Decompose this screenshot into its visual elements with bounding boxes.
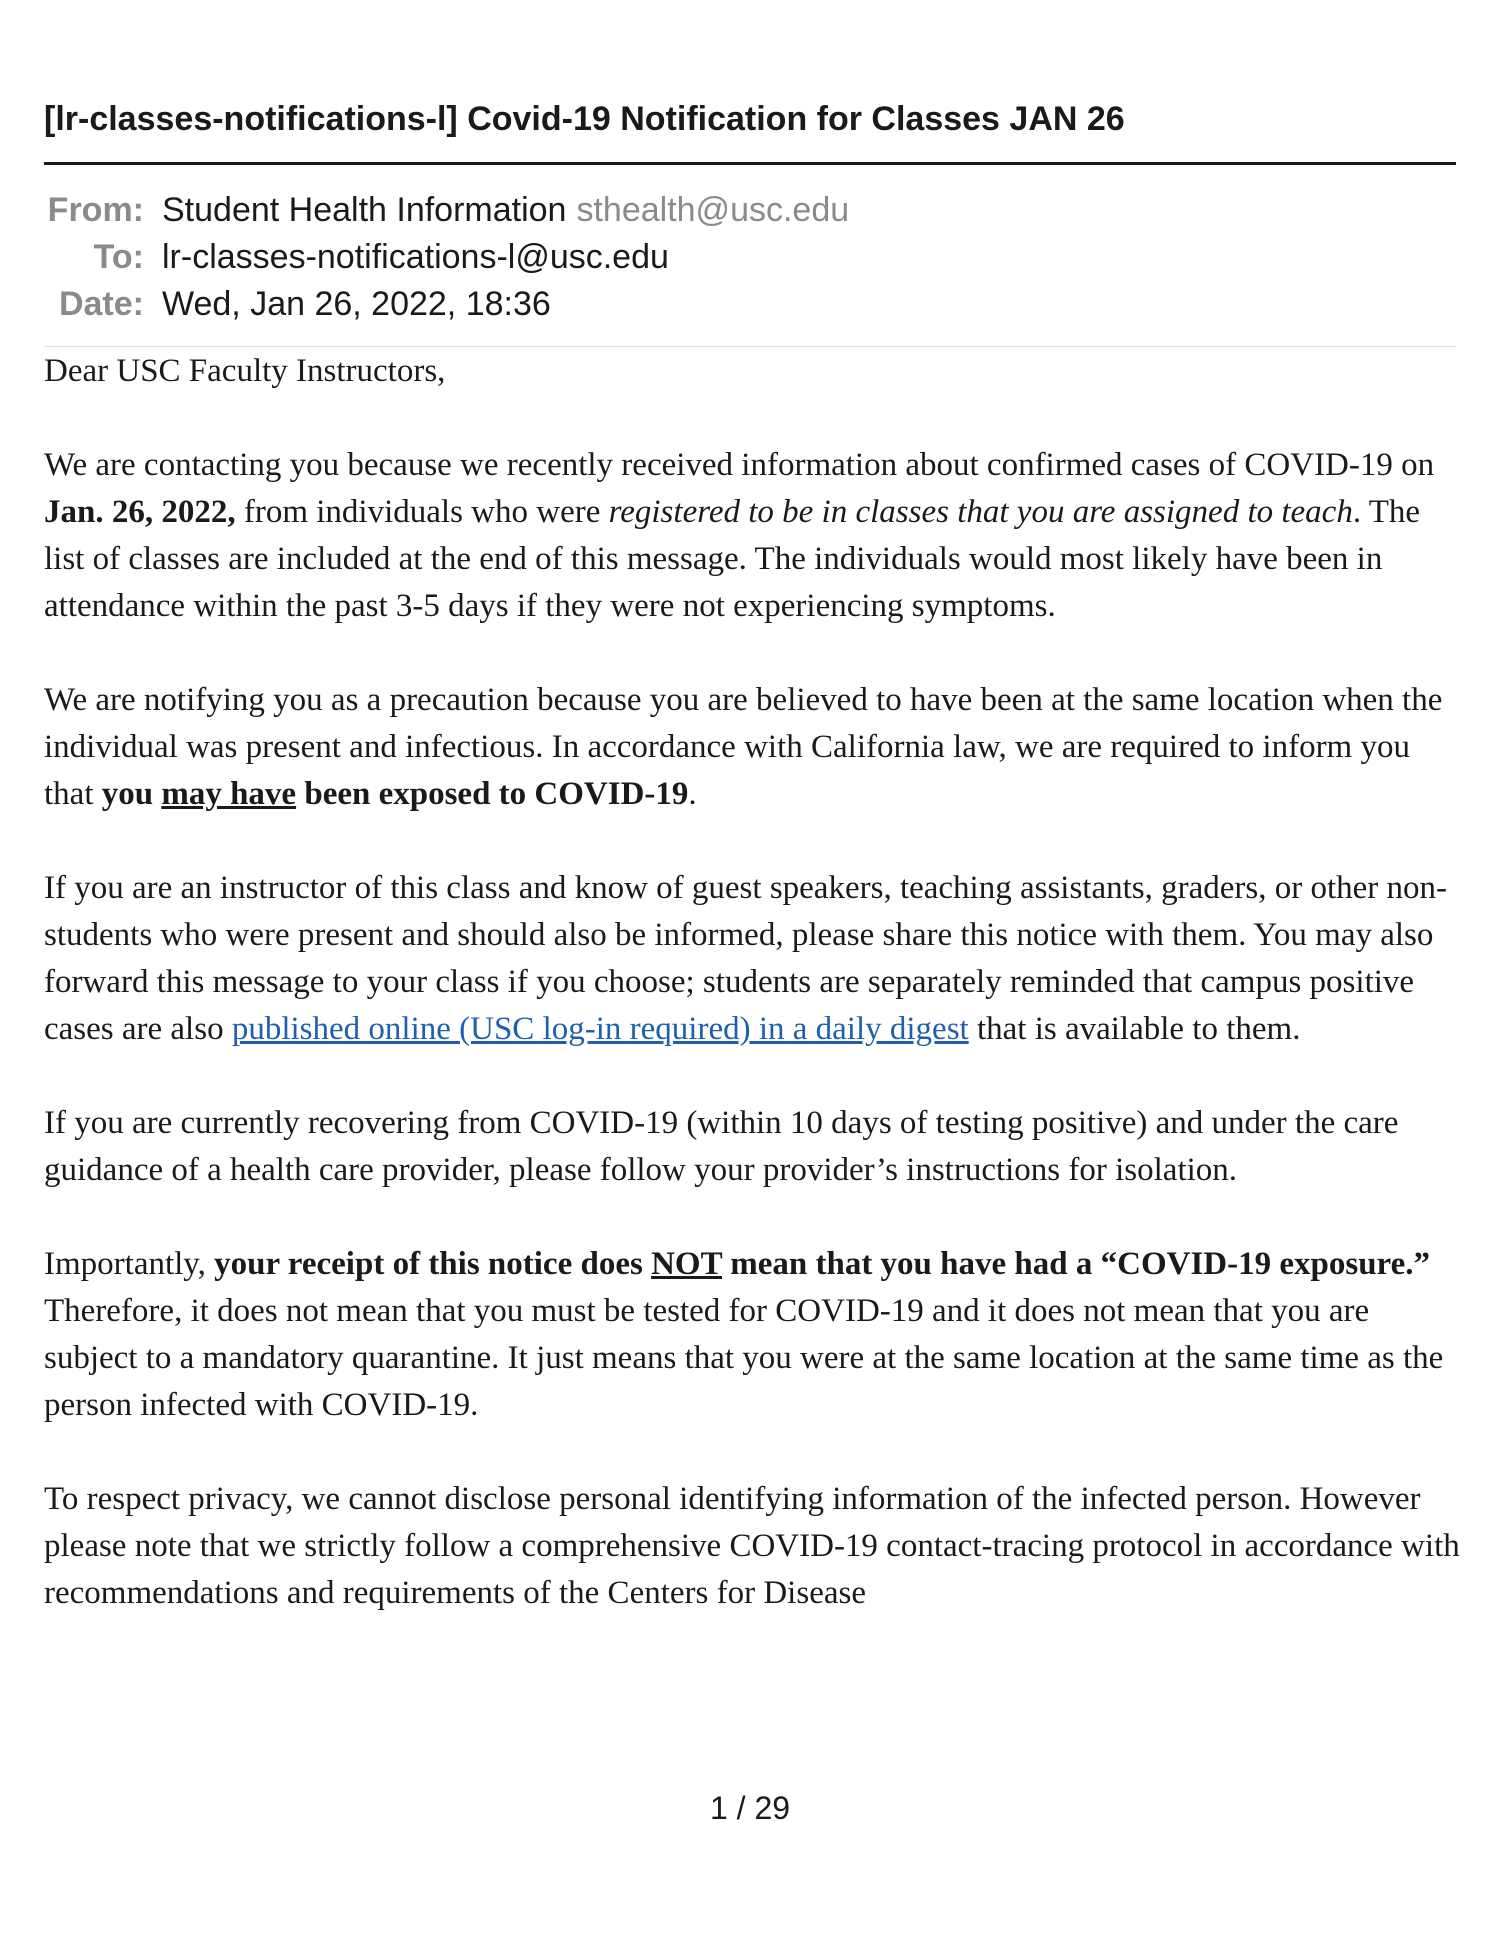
p2-period: .: [688, 776, 697, 812]
p1-text-e: . The list of classes are included at the end of this message. The individuals would most likely have been in attendance within the past 3-5 days if they were not experiencing symptoms.: [44, 494, 1421, 624]
to-row: [44, 234, 849, 281]
p2-bold-may-have: may have: [161, 776, 297, 812]
p1-date: Jan. 26, 2022,: [44, 494, 236, 530]
email-header: [44, 187, 849, 328]
paragraph-4: If you are currently recovering from COVID-19 (within 10 days of testing positive) and under the care guidance of a health care provider, please follow your provider’s instructions for isolation.: [44, 1105, 1399, 1188]
page-number: 1 / 29: [709, 1790, 791, 1826]
email-subject: [lr-classes-notifications-l] Covid-19 Notification for Classes JAN 26: [44, 100, 1125, 138]
subject-divider: [44, 162, 1456, 165]
header-divider: [44, 346, 1456, 347]
date-row: [44, 281, 849, 328]
daily-digest-link[interactable]: published online (USC log-in required) in a daily digest: [231, 1011, 969, 1047]
p5-bold-not: NOT: [651, 1246, 722, 1282]
paragraph-1: [44, 442, 1464, 630]
to-label: To:: [93, 238, 144, 276]
email-body: [44, 348, 1464, 1617]
date-value: Wed, Jan 26, 2022, 18:36: [162, 285, 551, 323]
p5-bold-b: your receipt of this notice does: [214, 1246, 652, 1282]
p2-text-a: We are notifying you as a precaution because you are believed to have been at the same location when the individual was present and infectious. In accordance with California law, we are required to inform you that: [44, 682, 1443, 812]
p1-text-a: We are contacting you because we recently received information about confirmed cases of COVID-19 on: [44, 447, 1435, 483]
p1-text-c: from individuals who were: [235, 494, 609, 530]
paragraph-3: [44, 865, 1464, 1053]
from-label: From:: [47, 191, 144, 229]
p2-bold-you: you: [101, 776, 162, 812]
to-address[interactable]: lr-classes-notifications-l@usc.edu: [162, 238, 669, 276]
from-name: Student Health Information: [162, 191, 567, 229]
paragraph-5: [44, 1241, 1464, 1429]
p2-bold-exposed: been exposed to COVID-19: [296, 776, 689, 812]
p5-text-a: Importantly,: [44, 1246, 215, 1282]
paragraph-2: [44, 677, 1464, 818]
paragraph-6: To respect privacy, we cannot disclose personal identifying information of the infected person. However please note that we strictly follow a comprehensive COVID-19 contact-tracing protocol in accordance with recommendations and requirements of the Centers for Disease: [44, 1481, 1460, 1611]
from-email[interactable]: sthealth@usc.edu: [576, 191, 850, 229]
from-row: [44, 187, 849, 234]
p3-text-b: that is available to them.: [968, 1011, 1301, 1047]
p1-italic: registered to be in classes that you are assigned to teach: [608, 494, 1353, 530]
p5-bold-d: mean that you have had a “COVID-19 exposure.”: [721, 1246, 1431, 1282]
date-label: Date:: [58, 285, 144, 323]
p5-text-e: Therefore, it does not mean that you must be tested for COVID-19 and it does not mean that you are subject to a mandatory quarantine. It just means that you were at the same location at the same time as the person infected with COVID-19.: [44, 1293, 1444, 1423]
p3-text-a: If you are an instructor of this class and know of guest speakers, teaching assistants, graders, or other non-students who were present and should also be informed, please share this notice with them. You may also forward this message to your class if you choose; students are separately reminded that campus positive cases are also: [44, 870, 1448, 1047]
greeting: Dear USC Faculty Instructors,: [44, 353, 446, 389]
